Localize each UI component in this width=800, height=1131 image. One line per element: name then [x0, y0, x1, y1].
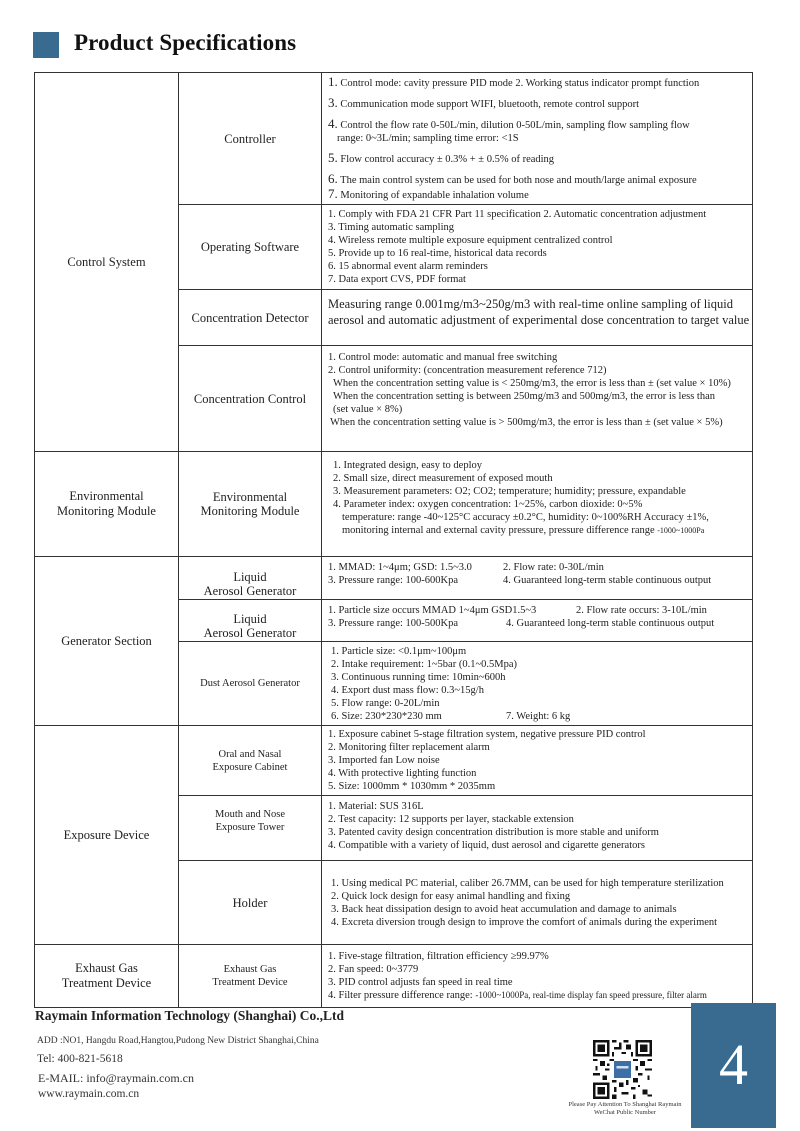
operating-software-description [322, 205, 753, 290]
subcategory-environmental-monitoring: Environmental Monitoring Module [179, 452, 322, 557]
spec-line: 1. Particle size: <0.1μm~100μm [331, 645, 467, 657]
spec-line: 3. Patented cavity design concentration distribution is more stable and uniform [328, 827, 659, 838]
spec-line: 1. Integrated design, easy to deploy [333, 460, 482, 471]
spec-line: 3. Back heat dissipation design to avoid heat accumulation and damage to animals [331, 903, 677, 915]
spec-line: 3. Continuous running time: 10min~600h [331, 671, 506, 683]
page-title: Product Specifications [74, 30, 297, 55]
company-name: Raymain Information Technology (Shanghai) Co.,Ltd [35, 1008, 345, 1023]
spec-line: 3. PID control adjusts fan speed in real time [328, 977, 513, 988]
spec-line: 4. Compatible with a variety of liquid, dust aerosol and cigarette generators [328, 840, 645, 851]
spec-line: 1. MMAD: 1~4μm; GSD: 1.5~3.0 2. Flow rate: 0-30L/min [328, 562, 604, 573]
company-website: www.raymain.com.cn [38, 1088, 140, 1100]
table-row-controller [35, 73, 753, 205]
spec-line: 1. Control mode: cavity pressure PID mode 2. Working status indicator prompt function [328, 74, 700, 89]
spec-line: 2. Intake requirement: 1~5bar (0.1~0.5Mpa) [331, 658, 518, 670]
table-row-exposure-cabinet [35, 726, 753, 796]
spec-line: 3. Communication mode support WIFI, bluetooth, remote control support [328, 95, 640, 110]
spec-line: 3. Measurement parameters: O2; CO2; temperature; humidity; pressure, expandable [333, 486, 686, 497]
spec-line: 4. Parameter index: oxygen concentration: 1~25%, carbon dioxide: 0~5% [333, 499, 643, 510]
spec-line: 4. Export dust mass flow: 0.3~15g/h [331, 684, 484, 696]
subcategory-concentration-detector: Concentration Detector [179, 290, 322, 346]
spec-line: 2. Test capacity: 12 supports per layer, stackable extension [328, 814, 574, 825]
spec-line: 3. Timing automatic sampling [328, 222, 455, 233]
subcategory-oral-nasal-exposure-cabinet: Oral and Nasal Exposure Cabinet [179, 726, 322, 796]
subcategory-controller: Controller [179, 73, 322, 205]
spec-line: 2. Control uniformity: (concentration measurement reference 712) [328, 365, 607, 376]
spec-line: 1. Particle size occurs MMAD 1~4μm GSD1.5~3 2. Flow rate occurs: 3-10L/min [328, 605, 707, 616]
spec-line: Measuring range 0.001mg/m3~250g/m3 with real-time online sampling of liquid [328, 297, 733, 311]
spec-line: 3. Pressure range: 100-600Kpa 4. Guaranteed long-term stable continuous output [328, 575, 712, 586]
spec-line: 4. Wireless remote multiple exposure equipment centralized control [328, 235, 613, 246]
spec-line: 1. Five-stage filtration, filtration efficiency ≥99.97% [328, 951, 549, 962]
spec-line: 1. Comply with FDA 21 CFR Part 11 specification 2. Automatic concentration adjustment [328, 209, 707, 220]
subcategory-liquid-aerosol-generator: Liquid Aerosol Generator [179, 600, 322, 642]
spec-line: 2. Fan speed: 0~3779 [328, 964, 419, 975]
subcategory-dust-aerosol-generator: Dust Aerosol Generator [179, 642, 322, 726]
spec-line: 1. Exposure cabinet 5-stage filtration system, negative pressure PID control [328, 729, 646, 740]
spec-line: 6. The main control system can be used for both nose and mouth/large animal exposure [328, 171, 697, 186]
concentration-detector-description [322, 290, 753, 346]
spec-line: When the concentration setting is between 250mg/m3 and 500mg/m3, the error is less than [333, 391, 715, 402]
liquid-generator-1-description [322, 557, 753, 600]
dust-generator-description [322, 642, 753, 726]
category-control-system: Control System [35, 73, 179, 452]
category-exposure-device: Exposure Device [35, 726, 179, 945]
spec-line: 7. Monitoring of expandable inhalation volume [328, 186, 529, 201]
spec-line: When the concentration setting value is > 500mg/m3, the error is less than ± (set value × 5%) [330, 417, 723, 428]
spec-line: temperature: range -40~125°C accuracy ±0.2°C, humidity: 0~100%RH Accuracy ±1%, [342, 512, 709, 523]
spec-line: 2. Monitoring filter replacement alarm [328, 742, 490, 753]
spec-line: 7. Data export CVS, PDF format [328, 274, 466, 285]
category-generator-section: Generator Section [35, 557, 179, 726]
table-row-liquid-generator-1 [35, 557, 753, 600]
spec-line: 2. Small size, direct measurement of exposed mouth [333, 473, 553, 484]
environmental-description [322, 452, 753, 557]
spec-line: 3. Imported fan Low noise [328, 755, 440, 766]
concentration-control-description [322, 346, 753, 452]
table-row-environmental [35, 452, 753, 557]
spec-line: 1. Material: SUS 316L [328, 801, 424, 812]
spec-line: (set value × 8%) [333, 404, 403, 415]
table-row-exhaust [35, 945, 753, 1008]
category-exhaust-gas-treatment: Exhaust Gas Treatment Device [35, 945, 179, 1008]
exposure-cabinet-description [322, 726, 753, 796]
wechat-qr-code-icon [593, 1040, 652, 1099]
subcategory-operating-software: Operating Software [179, 205, 322, 290]
company-email: E-MAIL: info@raymain.com.cn [38, 1071, 195, 1085]
company-address: ADD :NO1, Hangdu Road,Hangtou,Pudong New District Shanghai,China [37, 1036, 319, 1046]
spec-line: 1. Using medical PC material, caliber 26.7MM, can be used for high temperature sterilization [331, 877, 724, 889]
spec-line: aerosol and automatic adjustment of experimental dose concentration to target value [328, 313, 750, 327]
spec-table [34, 72, 753, 1008]
spec-line: When the concentration setting value is < 250mg/m3, the error is less than ± (set value × 10%) [333, 378, 731, 389]
spec-line: monitoring internal and external cavity pressure, pressure difference range -1000~1000Pa [342, 525, 705, 536]
holder-description [322, 861, 753, 945]
spec-line: 5. Flow control accuracy ± 0.3% + ± 0.5% of reading [328, 150, 555, 165]
title-accent-square [33, 32, 59, 58]
page-number: 4 [719, 1032, 748, 1097]
company-phone: Tel: 400-821-5618 [37, 1053, 123, 1065]
spec-line: 2. Quick lock design for easy animal handling and fixing [331, 890, 571, 902]
spec-line: 6. 15 abnormal event alarm reminders [328, 261, 488, 272]
spec-line: 4. Filter pressure difference range: -1000~1000Pa, real-time display fan speed pressure, filter alarm [328, 990, 707, 1001]
subcategory-exhaust-gas-treatment: Exhaust Gas Treatment Device [179, 945, 322, 1008]
subcategory-mouth-nose-exposure-tower: Mouth and Nose Exposure Tower [179, 796, 322, 861]
liquid-generator-2-description [322, 600, 753, 642]
category-environmental-monitoring: Environmental Monitoring Module [35, 452, 179, 557]
exposure-tower-description [322, 796, 753, 861]
spec-line: 5. Provide up to 16 real-time, historical data records [328, 248, 547, 259]
exhaust-description [322, 945, 753, 1008]
spec-line: 5. Flow range: 0-20L/min [331, 697, 440, 709]
spec-line: range: 0~3L/min; sampling time error: <1S [337, 133, 519, 144]
subcategory-holder: Holder [179, 861, 322, 945]
subcategory-concentration-control: Concentration Control [179, 346, 322, 452]
subcategory-liquid-aerosol-generator: Liquid Aerosol Generator [179, 557, 322, 600]
qr-caption: Please Pay Attention To Shanghai Raymain WeChat Public Number [568, 1101, 682, 1116]
spec-line: 6. Size: 230*230*230 mm 7. Weight: 6 kg [331, 710, 571, 722]
spec-line: 4. Control the flow rate 0-50L/min, dilution 0-50L/min, sampling flow sampling flow [328, 116, 690, 131]
spec-line: 1. Control mode: automatic and manual free switching [328, 352, 558, 363]
spec-line: 5. Size: 1000mm * 1030mm * 2035mm [328, 781, 496, 792]
controller-description [322, 73, 753, 205]
spec-line: 4. With protective lighting function [328, 768, 477, 779]
spec-line: 3. Pressure range: 100-500Kpa 4. Guaranteed long-term stable continuous output [328, 618, 715, 629]
spec-line: 4. Excreta diversion trough design to improve the comfort of animals during the experiment [331, 916, 718, 928]
